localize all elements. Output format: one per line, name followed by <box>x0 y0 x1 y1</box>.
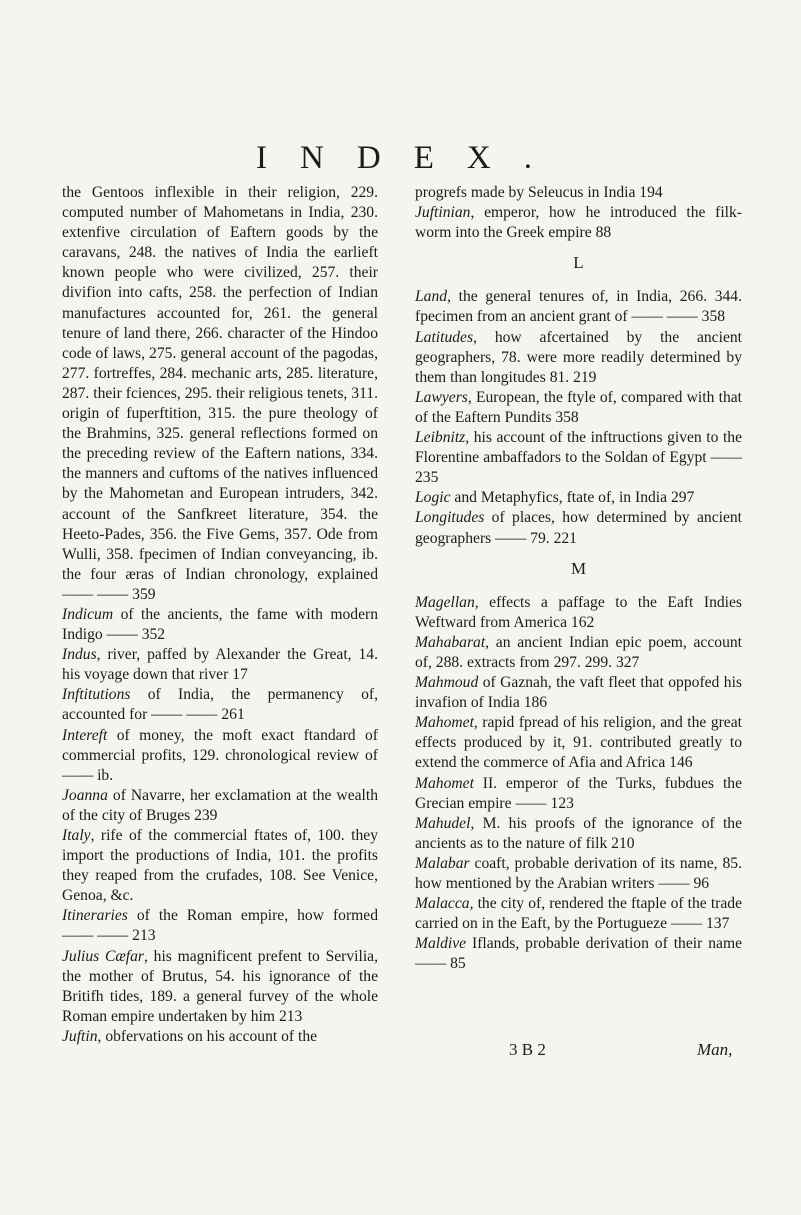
entry-text: and Metaphyfics, ftate of, in India 297 <box>450 489 695 507</box>
entry-heading: Logic <box>415 489 451 507</box>
entry-text: II. emperor of the Turks, fubdues the Grecian empire —— 123 <box>415 774 742 812</box>
signature-mark: 3 B 2 <box>509 1040 546 1059</box>
entry-heading: Mahomet <box>415 714 474 732</box>
entry-heading: Longitudes <box>415 509 485 527</box>
entry-heading: Indus <box>62 646 97 664</box>
entry-heading: Magellan <box>415 593 475 611</box>
entry-heading: Itineraries <box>62 907 128 925</box>
index-entry <box>415 854 742 894</box>
entry-heading: Julius Cæfar <box>62 947 144 965</box>
entry-heading: Intereft <box>62 726 108 744</box>
entry-text: , the general tenures of, in India, 266. 344. fpecimen from an ancient grant of —— —— 358 <box>415 288 742 326</box>
entry-text: , his magnificent prefent to Servilia, the mother of Brutus, 54. his ignorance of the Britifh tides, 189. a general furvey of the whole Roman empire undertaken by him 213 <box>62 947 378 1025</box>
index-entry <box>415 774 742 814</box>
entry-heading: Italy <box>62 827 91 844</box>
entry-text: of money, the moft exact ftandard of commercial profits, 129. chronological review of —— ib. <box>62 726 378 784</box>
entry-text: , emperor, how he introduced the filk-worm into the Greek empire 88 <box>415 204 742 242</box>
index-entry-continuation: progrefs made by Seleucus in India 194 <box>415 184 663 201</box>
entry-heading: Mahomet <box>415 774 474 792</box>
index-entry <box>415 894 742 934</box>
entry-text: , obfervations on his account of the <box>97 1027 318 1045</box>
entry-text: of the Roman empire, how formed —— —— 213 <box>62 907 378 945</box>
index-entry <box>415 673 742 713</box>
entry-text: , how afcertained by the ancient geographers, 78. were more readily determined by them than longitudes 81. 219 <box>415 328 742 386</box>
entry-text: , river, paffed by Alexander the Great, 14. his voyage down that river 17 <box>62 646 378 684</box>
index-entry <box>415 713 742 773</box>
entry-heading: Mahabarat <box>415 633 486 651</box>
entry-text: , rapid fpread of his religion, and the great effects produced by it, 91. contributed greatly to extend the commerce of Afia and Africa 146 <box>415 714 742 772</box>
entry-text: , rife of the commercial ftates of, 100. they import the productions of India, 101. the profits they reaped from the crufades, 108. See Venice, Genoa, &c. <box>62 827 378 905</box>
entry-heading: Maldive <box>415 935 467 953</box>
entry-text: of India, the permanency of, accounted for —— —— 261 <box>62 686 378 724</box>
right-column <box>415 183 742 974</box>
section-m-entries <box>415 593 742 975</box>
entry-heading: Indicum <box>62 605 114 623</box>
index-entry <box>415 428 742 488</box>
index-entry <box>415 593 742 633</box>
index-entry <box>62 605 378 645</box>
index-entry <box>62 726 378 786</box>
index-entry <box>415 508 742 548</box>
index-entry <box>415 488 742 508</box>
index-entry <box>62 786 378 826</box>
entry-heading: Joanna <box>62 786 108 804</box>
index-entry <box>415 203 742 243</box>
left-column <box>62 183 378 1047</box>
section-letter-m: M <box>570 558 587 578</box>
entry-text: , an ancient Indian epic poem, account of, 288. extracts from 297. 299. 327 <box>415 633 742 671</box>
entry-heading: Inftitutions <box>62 686 131 704</box>
entry-heading: Mahmoud <box>415 674 479 692</box>
entry-text: , European, the ftyle of, compared with that of the Eaftern Pundits 358 <box>415 388 742 426</box>
entry-text: , his account of the inftructions given to the Florentine ambaffadors to the Soldan of Egypt —— 235 <box>415 429 742 487</box>
catchword: Man, <box>697 1040 733 1059</box>
entry-text: of places, how determined by ancient geographers —— 79. 221 <box>415 509 742 547</box>
index-entry <box>62 906 378 946</box>
entry-text: , the city of, rendered the ftaple of the trade carried on in the Eaft, by the Portugueze —— 137 <box>415 895 742 933</box>
entry-text: of Gaznah, the vaft fleet that oppofed his invafion of India 186 <box>415 674 742 712</box>
entry-text: of Navarre, her exclamation at the wealth of the city of Bruges 239 <box>62 786 378 824</box>
entry-heading: Land <box>415 288 448 306</box>
entry-text: of the ancients, the fame with modern Indigo —— 352 <box>62 605 378 644</box>
entry-text: coaft, probable derivation of its name, 85. how mentioned by the Arabian writers —— 96 <box>415 854 742 892</box>
entry-text: Iflands, probable derivation of their name —— 85 <box>415 935 742 973</box>
index-entry <box>62 183 378 605</box>
entry-heading: Malabar <box>415 854 470 872</box>
section-l-entries <box>415 287 742 548</box>
index-entry <box>415 328 742 388</box>
entry-heading: Malacca <box>415 895 470 913</box>
entry-heading: Latitudes <box>415 328 474 346</box>
index-entry <box>62 826 378 906</box>
index-entry <box>415 934 742 974</box>
index-entry <box>415 388 742 428</box>
page-header: INDEX. <box>256 140 565 176</box>
index-entry <box>62 645 378 685</box>
entry-text: , M. his proofs of the ignorance of the ancients as to the nature of filk 210 <box>415 814 742 852</box>
entry-text: , effects a paffage to the Eaft Indies Weftward from America 162 <box>415 593 742 631</box>
index-entry <box>62 685 378 725</box>
index-entry <box>415 814 742 854</box>
section-letter-l: L <box>573 253 584 273</box>
index-entry <box>62 947 378 1027</box>
entry-heading: Juftin <box>62 1027 98 1045</box>
entry-text: the Gentoos inflexible in their religion, 229. computed number of Mahometans in India, 230. extenfive circulation of Eaftern goods by the caravans, 248. the natives of India the earlieft known people who were civilized, 257. their divifion into cafts, 258. the perfection of Indian manufactures accounted for, 261. the general tenure of land there, 266. character of the Hindoo code of laws, 275. general account of the pagodas, 277. fortreffes, 284. mechanic arts, 285. literature, 287. their fciences, 295. their religious tenets, 311. origin of fuperftition, 315. the pure theology of the Brahmins, 325. general reflections formed on the preceding review of the Eaftern nations, 334. the manners and cuftoms of the natives influenced by the Mahometan and European intruders, 342. account of the Sanfkreet literature, 354. the Heeto-Pades, 356. the Five Gems, 357. Ode from Wulli, 358. fpecimen of Indian conveyancing, ib. the four æras of Indian chronology, explained —— —— 359 <box>62 184 378 603</box>
entry-heading: Lawyers <box>415 388 468 406</box>
entry-heading: Leibnitz <box>415 429 466 447</box>
index-entry <box>415 287 742 327</box>
index-entry <box>62 1027 378 1047</box>
index-entry <box>415 633 742 673</box>
entry-heading: Mahudel <box>415 814 471 832</box>
entry-heading: Juftinian <box>415 204 471 222</box>
